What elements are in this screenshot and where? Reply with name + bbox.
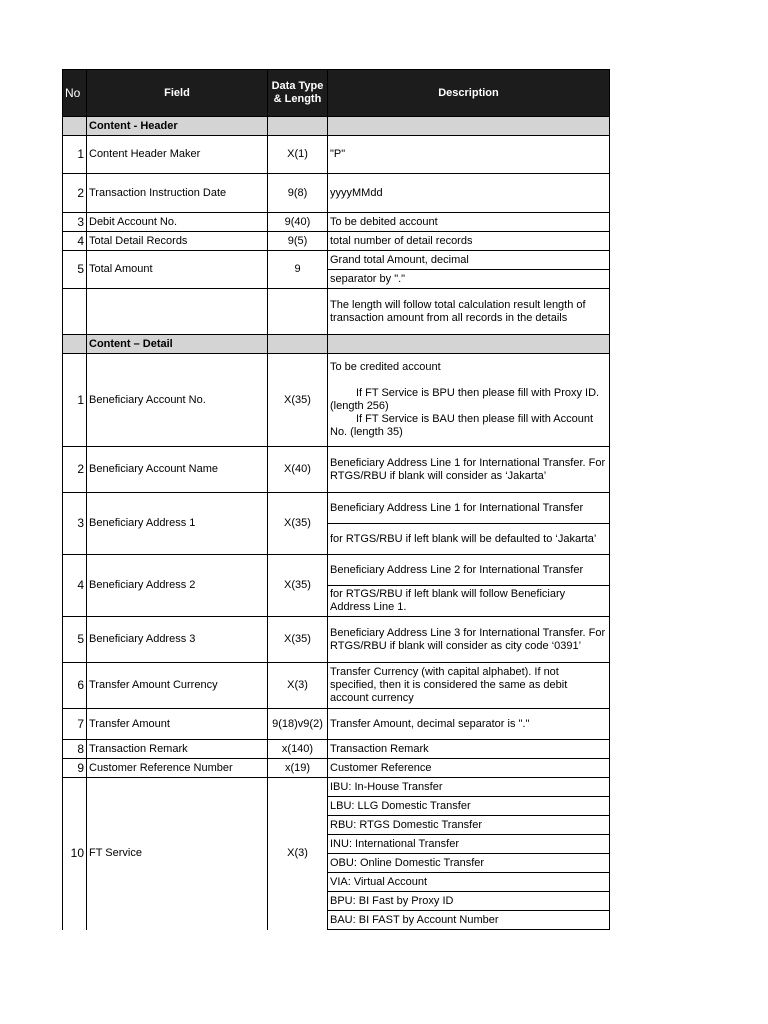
table-row: [63, 251, 610, 270]
row-field: Transfer Amount: [87, 709, 268, 740]
row-field: Transfer Amount Currency: [87, 663, 268, 709]
desc-line: If FT Service is BAU then please fill with Account No. (length 35): [330, 413, 594, 438]
row-description: total number of detail records: [328, 232, 610, 251]
row-field: Total Amount: [87, 251, 268, 289]
row-description: Transaction Remark: [328, 740, 610, 759]
header-field: Field: [87, 70, 268, 117]
row-description: Beneficiary Address Line 1 for International Transfer. For RTGS/RBU if blank will consider as ‘Jakarta’: [328, 447, 610, 493]
row-datatype: 9(40): [268, 213, 328, 232]
field-spec-table: [62, 69, 610, 930]
row-description: Transfer Amount, decimal separator is ".": [328, 709, 610, 740]
row-no: 7: [63, 709, 87, 740]
row-datatype: X(40): [268, 447, 328, 493]
row-no: [63, 289, 87, 335]
row-description: separator by ".": [328, 270, 610, 289]
ft-service-option: OBU: Online Domestic Transfer: [328, 854, 610, 873]
row-datatype: x(19): [268, 759, 328, 778]
row-datatype: [268, 289, 328, 335]
row-no: 6: [63, 663, 87, 709]
table-row: [63, 759, 610, 778]
row-field: Beneficiary Address 1: [87, 493, 268, 555]
table-header-row: [63, 70, 610, 117]
row-datatype: X(1): [268, 136, 328, 174]
row-description: for RTGS/RBU if left blank will follow Beneficiary Address Line 1.: [328, 586, 610, 617]
header-no: No: [63, 70, 87, 117]
table-row: [63, 136, 610, 174]
row-no: 4: [63, 555, 87, 617]
table-row: [63, 447, 610, 493]
row-description: "P": [328, 136, 610, 174]
row-no: 1: [63, 136, 87, 174]
row-field: [87, 289, 268, 335]
row-field: Beneficiary Address 3: [87, 617, 268, 663]
row-description: for RTGS/RBU if left blank will be defaulted to ‘Jakarta’: [328, 524, 610, 555]
table-row: [63, 289, 610, 335]
table-row: [63, 555, 610, 586]
table-row: [63, 493, 610, 524]
row-field: Beneficiary Account Name: [87, 447, 268, 493]
table-row: [63, 709, 610, 740]
row-field: Beneficiary Address 2: [87, 555, 268, 617]
row-no: 4: [63, 232, 87, 251]
table-row: [63, 778, 610, 797]
section-row-detail: [63, 335, 610, 354]
row-description: Beneficiary Address Line 2 for International Transfer: [328, 555, 610, 586]
row-no: 2: [63, 447, 87, 493]
row-no: 5: [63, 617, 87, 663]
row-field: Transaction Remark: [87, 740, 268, 759]
ft-service-option: INU: International Transfer: [328, 835, 610, 854]
row-no: 1: [63, 354, 87, 447]
row-no: 5: [63, 251, 87, 289]
ft-service-option: LBU: LLG Domestic Transfer: [328, 797, 610, 816]
row-datatype: X(35): [268, 555, 328, 617]
desc-line: If FT Service is BPU then please fill with Proxy ID. (length 256): [330, 387, 600, 412]
ft-service-option: BAU: BI FAST by Account Number: [328, 911, 610, 930]
table-row: [63, 174, 610, 213]
row-description: To be debited account: [328, 213, 610, 232]
ft-service-option: BPU: BI Fast by Proxy ID: [328, 892, 610, 911]
table-row: [63, 740, 610, 759]
header-datatype: Data Type & Length: [268, 70, 328, 117]
table-row: [63, 663, 610, 709]
row-description: The length will follow total calculation result length of transaction amount from all records in the details: [328, 289, 610, 335]
row-field: FT Service: [87, 778, 268, 930]
row-datatype: X(35): [268, 617, 328, 663]
row-no: 2: [63, 174, 87, 213]
row-description: Beneficiary Address Line 3 for International Transfer. For RTGS/RBU if blank will consider as city code ‘0391’: [328, 617, 610, 663]
row-field: Total Detail Records: [87, 232, 268, 251]
row-description: Beneficiary Address Line 1 for International Transfer: [328, 493, 610, 524]
section-row-header: [63, 117, 610, 136]
row-no: 9: [63, 759, 87, 778]
row-datatype: 9(8): [268, 174, 328, 213]
table-row: [63, 213, 610, 232]
row-datatype: X(3): [268, 663, 328, 709]
row-datatype: X(35): [268, 493, 328, 555]
row-datatype: x(140): [268, 740, 328, 759]
row-field: Customer Reference Number: [87, 759, 268, 778]
row-datatype: X(35): [268, 354, 328, 447]
row-no: 3: [63, 213, 87, 232]
row-field: Content Header Maker: [87, 136, 268, 174]
row-description: [328, 354, 610, 447]
section-title-detail: Content – Detail: [87, 335, 268, 354]
row-description: yyyyMMdd: [328, 174, 610, 213]
row-field: Debit Account No.: [87, 213, 268, 232]
row-no: 10: [63, 778, 87, 930]
ft-service-option: IBU: In-House Transfer: [328, 778, 610, 797]
table-row: [63, 232, 610, 251]
row-datatype: 9: [268, 251, 328, 289]
table-row: [63, 354, 610, 447]
row-datatype: 9(18)v9(2): [268, 709, 328, 740]
ft-service-option: VIA: Virtual Account: [328, 873, 610, 892]
row-field: Transaction Instruction Date: [87, 174, 268, 213]
row-description: Grand total Amount, decimal: [328, 251, 610, 270]
row-no: 8: [63, 740, 87, 759]
desc-line: To be credited account: [330, 361, 441, 373]
table-row: [63, 617, 610, 663]
row-datatype: 9(5): [268, 232, 328, 251]
header-description: Description: [328, 70, 610, 117]
row-field: Beneficiary Account No.: [87, 354, 268, 447]
row-description: Transfer Currency (with capital alphabet). If not specified, then it is considered the same as debit account currency: [328, 663, 610, 709]
ft-service-option: RBU: RTGS Domestic Transfer: [328, 816, 610, 835]
row-datatype: X(3): [268, 778, 328, 930]
row-description: Customer Reference: [328, 759, 610, 778]
row-no: 3: [63, 493, 87, 555]
section-title-header: Content - Header: [87, 117, 268, 136]
